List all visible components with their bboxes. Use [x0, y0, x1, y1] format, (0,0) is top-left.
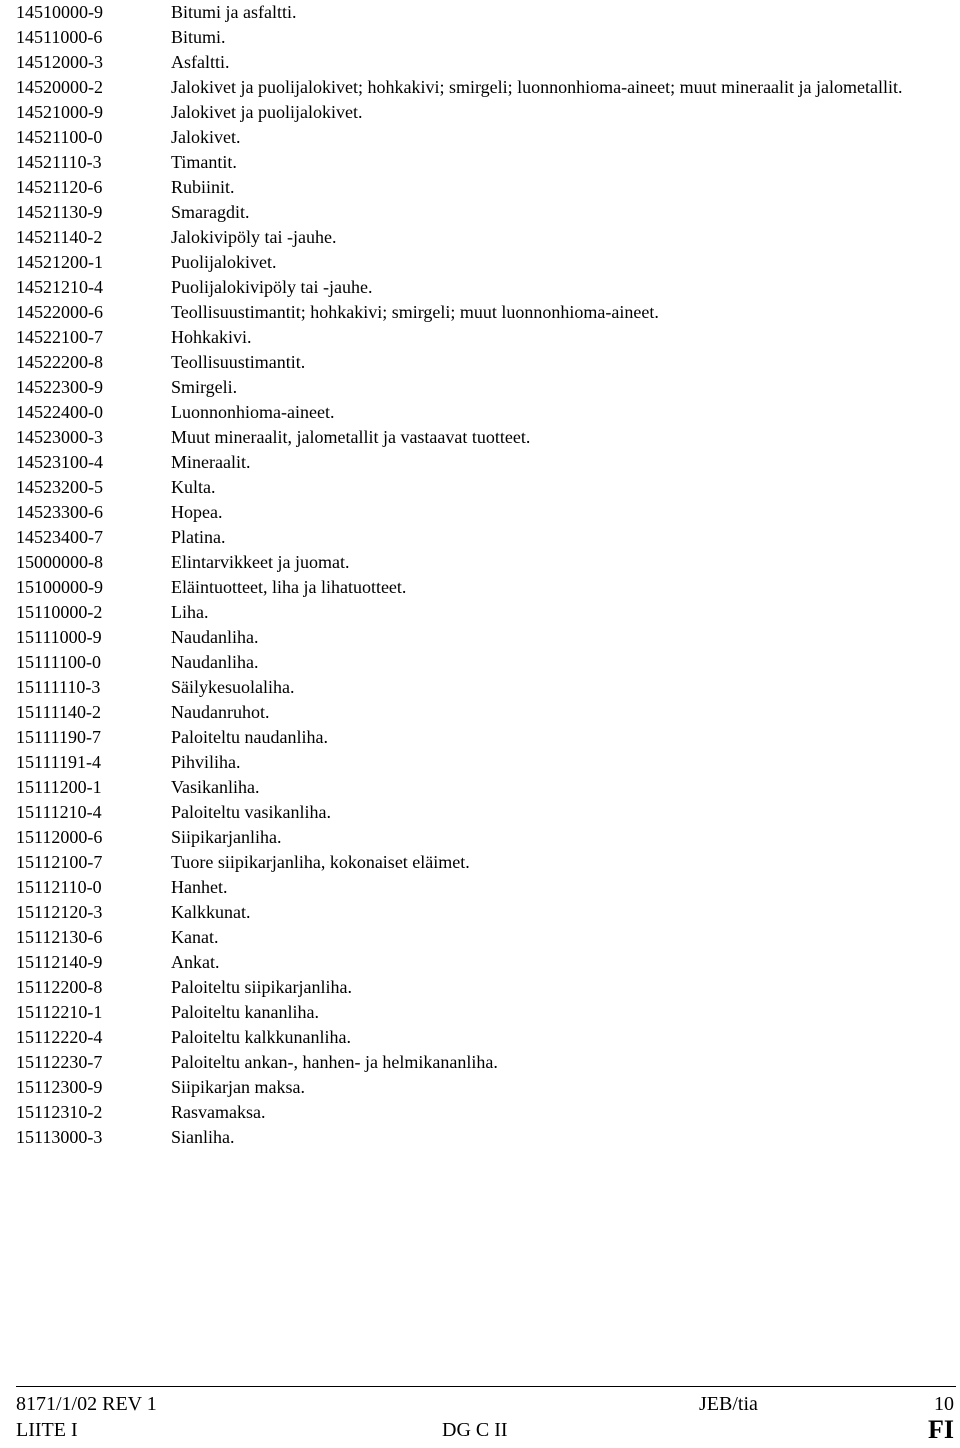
code-description: Kanat. — [171, 927, 219, 947]
cpv-code: 14522200-8 — [16, 352, 103, 372]
cpv-code: 15111140-2 — [16, 702, 101, 722]
cpv-code: 14523200-5 — [16, 477, 103, 497]
cpv-code: 14521140-2 — [16, 227, 103, 247]
list-item — [16, 300, 946, 325]
list-item — [16, 475, 946, 500]
cpv-code: 14522100-7 — [16, 327, 103, 347]
list-item — [16, 500, 946, 525]
list-item — [16, 200, 946, 225]
list-item — [16, 1050, 946, 1075]
code-description: Puolijalokivipöly tai -jauhe. — [171, 277, 373, 297]
list-item — [16, 375, 946, 400]
list-item — [16, 950, 946, 975]
list-item — [16, 1000, 946, 1025]
cpv-code: 14523400-7 — [16, 527, 103, 547]
cpv-code: 15111191-4 — [16, 752, 101, 772]
cpv-code: 15112310-2 — [16, 1102, 103, 1122]
cpv-code: 14521130-9 — [16, 202, 103, 222]
cpv-code: 15100000-9 — [16, 577, 103, 597]
code-description: Muut mineraalit, jalometallit ja vastaavat tuotteet. — [171, 427, 531, 447]
code-description: Tuore siipikarjanliha, kokonaiset eläimet. — [171, 852, 470, 872]
cpv-code: 15000000-8 — [16, 552, 103, 572]
list-item — [16, 1125, 946, 1150]
code-description: Bitumi. — [171, 27, 226, 47]
cpv-code: 15112000-6 — [16, 827, 103, 847]
list-item — [16, 275, 946, 300]
code-description: Naudanliha. — [171, 652, 259, 672]
author-reference: JEB/tia — [699, 1393, 758, 1415]
list-item — [16, 700, 946, 725]
code-description: Paloiteltu kananliha. — [171, 1002, 319, 1022]
code-description: Naudanliha. — [171, 627, 259, 647]
code-description: Jalokivipöly tai -jauhe. — [171, 227, 337, 247]
code-description: Siipikarjanliha. — [171, 827, 282, 847]
code-description: Jalokivet. — [171, 127, 241, 147]
code-description: Puolijalokivet. — [171, 252, 277, 272]
list-item — [16, 900, 946, 925]
list-item — [16, 0, 946, 25]
code-description: Hanhet. — [171, 877, 228, 897]
list-item — [16, 600, 946, 625]
code-description: Asfaltti. — [171, 52, 230, 72]
code-description: Kulta. — [171, 477, 216, 497]
cpv-code: 14521100-0 — [16, 127, 103, 147]
list-item — [16, 350, 946, 375]
list-item — [16, 625, 946, 650]
code-description: Paloiteltu kalkkunanliha. — [171, 1027, 351, 1047]
cpv-code: 15112110-0 — [16, 877, 102, 897]
code-description: Sianliha. — [171, 1127, 235, 1147]
cpv-code: 14512000-3 — [16, 52, 103, 72]
cpv-code: 15112300-9 — [16, 1077, 103, 1097]
cpv-code: 14521200-1 — [16, 252, 103, 272]
list-item — [16, 450, 946, 475]
code-description: Platina. — [171, 527, 226, 547]
cpv-code: 15112220-4 — [16, 1027, 103, 1047]
code-description: Rasvamaksa. — [171, 1102, 266, 1122]
doc-reference: 8171/1/02 REV 1 — [16, 1393, 157, 1415]
list-item — [16, 875, 946, 900]
cpv-code: 15112230-7 — [16, 1052, 103, 1072]
code-description: Ankat. — [171, 952, 220, 972]
list-item — [16, 1100, 946, 1125]
cpv-code: 14523000-3 — [16, 427, 103, 447]
list-item — [16, 925, 946, 950]
annex-label: LIITE I — [16, 1419, 78, 1441]
list-item — [16, 400, 946, 425]
cpv-code: 15111110-3 — [16, 677, 101, 697]
code-description: Jalokivet ja puolijalokivet. — [171, 102, 363, 122]
cpv-code: 14521110-3 — [16, 152, 102, 172]
list-item — [16, 1075, 946, 1100]
cpv-code: 15112200-8 — [16, 977, 103, 997]
page-number: 10 — [934, 1393, 954, 1415]
list-item — [16, 25, 946, 50]
code-description: Smirgeli. — [171, 377, 238, 397]
list-item — [16, 650, 946, 675]
footer-line-1 — [16, 1393, 956, 1419]
cpv-code: 15112100-7 — [16, 852, 103, 872]
list-item — [16, 725, 946, 750]
footer-divider — [16, 1386, 956, 1387]
cpv-code: 14520000-2 — [16, 77, 103, 97]
cpv-code: 15112120-3 — [16, 902, 103, 922]
code-description: Paloiteltu siipikarjanliha. — [171, 977, 352, 997]
list-item — [16, 175, 946, 200]
list-item — [16, 125, 946, 150]
cpv-code: 15112130-6 — [16, 927, 103, 947]
code-description: Teollisuustimantit. — [171, 352, 306, 372]
code-description: Siipikarjan maksa. — [171, 1077, 305, 1097]
list-item — [16, 575, 946, 600]
list-item — [16, 225, 946, 250]
cpv-code: 15111210-4 — [16, 802, 102, 822]
code-description: Hohkakivi. — [171, 327, 252, 347]
cpv-code: 15111000-9 — [16, 627, 102, 647]
code-description: Teollisuustimantit; hohkakivi; smirgeli; muut luonnonhioma-aineet. — [171, 302, 659, 322]
cpv-code: 14522000-6 — [16, 302, 103, 322]
list-item — [16, 325, 946, 350]
cpv-code: 14523100-4 — [16, 452, 103, 472]
cpv-code: 15110000-2 — [16, 602, 103, 622]
code-description: Rubiinit. — [171, 177, 235, 197]
cpv-code: 14522300-9 — [16, 377, 103, 397]
cpv-code: 15113000-3 — [16, 1127, 103, 1147]
code-description: Paloiteltu vasikanliha. — [171, 802, 331, 822]
list-item — [16, 525, 946, 550]
list-item — [16, 750, 946, 775]
list-item — [16, 75, 946, 100]
code-description: Naudanruhot. — [171, 702, 270, 722]
cpv-code: 15112210-1 — [16, 1002, 103, 1022]
code-description: Smaragdit. — [171, 202, 250, 222]
cpv-code: 14523300-6 — [16, 502, 103, 522]
code-description: Paloiteltu ankan-, hanhen- ja helmikananliha. — [171, 1052, 498, 1072]
code-description: Pihviliha. — [171, 752, 241, 772]
cpv-code: 14521120-6 — [16, 177, 103, 197]
list-item — [16, 150, 946, 175]
cpv-code: 15111190-7 — [16, 727, 101, 747]
cpv-code: 14521000-9 — [16, 102, 103, 122]
code-description: Kalkkunat. — [171, 902, 251, 922]
code-description: Säilykesuolaliha. — [171, 677, 295, 697]
cpv-code: 14521210-4 — [16, 277, 103, 297]
code-description: Jalokivet ja puolijalokivet; hohkakivi; smirgeli; luonnonhioma-aineet; muut mineraalit ja jalometallit. — [171, 77, 903, 97]
list-item — [16, 975, 946, 1000]
code-description: Liha. — [171, 602, 209, 622]
cpv-code: 14511000-6 — [16, 27, 103, 47]
list-item — [16, 50, 946, 75]
code-description: Paloiteltu naudanliha. — [171, 727, 328, 747]
cpv-code: 15111100-0 — [16, 652, 101, 672]
code-description: Hopea. — [171, 502, 223, 522]
list-item — [16, 775, 946, 800]
code-description: Bitumi ja asfaltti. — [171, 2, 297, 22]
code-description: Elintarvikkeet ja juomat. — [171, 552, 350, 572]
list-item — [16, 825, 946, 850]
cpv-code: 14522400-0 — [16, 402, 103, 422]
list-item — [16, 1025, 946, 1050]
cpv-code: 15111200-1 — [16, 777, 102, 797]
code-list — [16, 0, 946, 1150]
cpv-code: 15112140-9 — [16, 952, 103, 972]
list-item — [16, 850, 946, 875]
list-item — [16, 800, 946, 825]
list-item — [16, 550, 946, 575]
language-code: FI — [928, 1415, 954, 1444]
code-description: Vasikanliha. — [171, 777, 260, 797]
list-item — [16, 100, 946, 125]
code-description: Timantit. — [171, 152, 237, 172]
footer-line-2 — [16, 1415, 956, 1445]
code-description: Mineraalit. — [171, 452, 251, 472]
list-item — [16, 675, 946, 700]
code-description: Eläintuotteet, liha ja lihatuotteet. — [171, 577, 407, 597]
dg-label: DG C II — [442, 1419, 508, 1441]
cpv-code: 14510000-9 — [16, 2, 103, 22]
list-item — [16, 425, 946, 450]
list-item — [16, 250, 946, 275]
code-description: Luonnonhioma-aineet. — [171, 402, 335, 422]
